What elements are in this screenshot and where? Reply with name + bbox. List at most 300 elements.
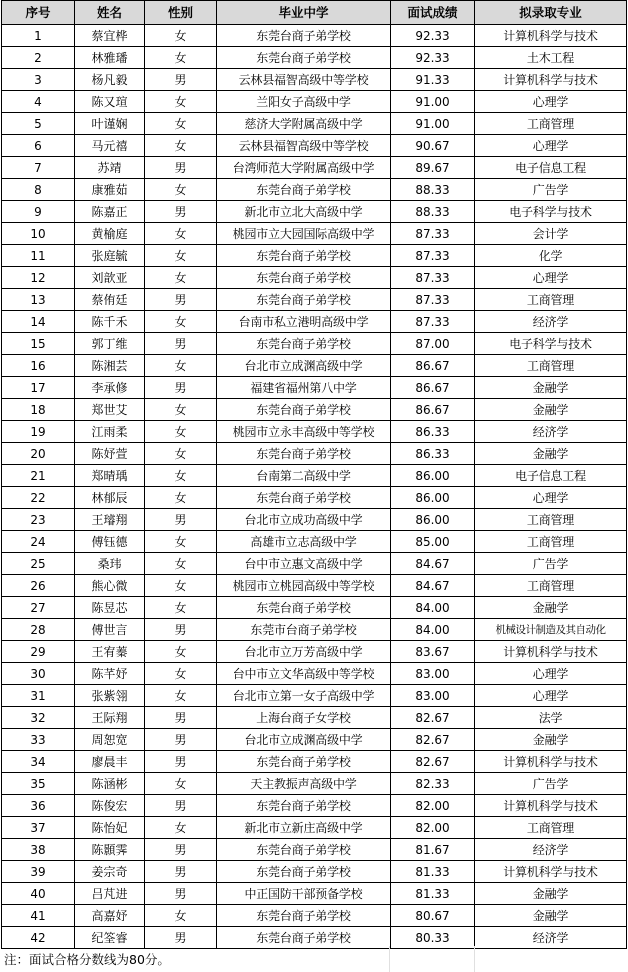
cell-name: 蔡宜桦 xyxy=(75,25,145,47)
table-row xyxy=(2,47,627,69)
cell-index: 35 xyxy=(2,773,75,795)
cell-name: 马元禧 xyxy=(75,135,145,157)
cell-name: 吕芃进 xyxy=(75,883,145,905)
cell-gender: 女 xyxy=(145,465,217,487)
cell-score: 86.67 xyxy=(391,355,475,377)
cell-gender: 男 xyxy=(145,795,217,817)
table-row xyxy=(2,355,627,377)
cell-school: 东莞台商子弟学校 xyxy=(217,751,391,773)
cell-school: 台北市立成渊高级中学 xyxy=(217,355,391,377)
cell-index: 6 xyxy=(2,135,75,157)
table-row xyxy=(2,465,627,487)
cell-name: 王璿翔 xyxy=(75,509,145,531)
cell-major: 广告学 xyxy=(475,553,627,575)
cell-score: 86.00 xyxy=(391,465,475,487)
cell-score: 83.00 xyxy=(391,663,475,685)
cell-school: 天主教振声高级中学 xyxy=(217,773,391,795)
cell-index: 22 xyxy=(2,487,75,509)
cell-school: 东莞市台商子弟学校 xyxy=(217,619,391,641)
cell-gender: 女 xyxy=(145,773,217,795)
cell-school: 兰阳女子高级中学 xyxy=(217,91,391,113)
cell-score: 89.67 xyxy=(391,157,475,179)
cell-index: 5 xyxy=(2,113,75,135)
cell-index: 24 xyxy=(2,531,75,553)
cell-score: 83.00 xyxy=(391,685,475,707)
cell-gender: 女 xyxy=(145,311,217,333)
cell-school: 中正国防干部预备学校 xyxy=(217,883,391,905)
table-row xyxy=(2,113,627,135)
cell-school: 东莞台商子弟学校 xyxy=(217,399,391,421)
cell-major: 金融学 xyxy=(475,597,627,619)
cell-index: 17 xyxy=(2,377,75,399)
cell-school: 台北市立第一女子高级中学 xyxy=(217,685,391,707)
cell-index: 25 xyxy=(2,553,75,575)
cell-name: 林雅璠 xyxy=(75,47,145,69)
cell-school: 桃园市立桃园高级中等学校 xyxy=(217,575,391,597)
cell-gender: 女 xyxy=(145,487,217,509)
cell-score: 87.00 xyxy=(391,333,475,355)
table-row xyxy=(2,707,627,729)
cell-school: 台北市立万芳高级中学 xyxy=(217,641,391,663)
cell-major: 计算机科学与技术 xyxy=(475,641,627,663)
cell-school: 福建省福州第八中学 xyxy=(217,377,391,399)
table-row xyxy=(2,377,627,399)
cell-name: 陈顥霁 xyxy=(75,839,145,861)
cell-name: 陈昱芯 xyxy=(75,597,145,619)
table-row xyxy=(2,905,627,927)
footer-row xyxy=(0,946,628,972)
cell-index: 20 xyxy=(2,443,75,465)
cell-school: 台南第二高级中学 xyxy=(217,465,391,487)
cell-school: 东莞台商子弟学校 xyxy=(217,795,391,817)
cell-index: 38 xyxy=(2,839,75,861)
table-row xyxy=(2,509,627,531)
cell-gender: 女 xyxy=(145,685,217,707)
table-row xyxy=(2,839,627,861)
cell-score: 82.00 xyxy=(391,795,475,817)
cell-gender: 女 xyxy=(145,113,217,135)
cell-major: 计算机科学与技术 xyxy=(475,861,627,883)
cell-school: 云林县福智高级中等学校 xyxy=(217,135,391,157)
cell-gender: 女 xyxy=(145,47,217,69)
cell-major: 计算机科学与技术 xyxy=(475,69,627,91)
table-row xyxy=(2,795,627,817)
cell-name: 桑玮 xyxy=(75,553,145,575)
cell-major: 电子信息工程 xyxy=(475,465,627,487)
cell-score: 87.33 xyxy=(391,289,475,311)
cell-index: 19 xyxy=(2,421,75,443)
cell-gender: 女 xyxy=(145,553,217,575)
cell-score: 86.00 xyxy=(391,487,475,509)
cell-school: 台北市立成渊高级中学 xyxy=(217,729,391,751)
cell-school: 东莞台商子弟学校 xyxy=(217,333,391,355)
table-row xyxy=(2,817,627,839)
cell-gender: 男 xyxy=(145,509,217,531)
cell-index: 41 xyxy=(2,905,75,927)
cell-school: 新北市立北大高级中学 xyxy=(217,201,391,223)
cell-gender: 男 xyxy=(145,751,217,773)
cell-major: 工商管理 xyxy=(475,509,627,531)
cell-school: 高雄市立志高级中学 xyxy=(217,531,391,553)
cell-name: 苏靖 xyxy=(75,157,145,179)
cell-school: 东莞台商子弟学校 xyxy=(217,179,391,201)
cell-major: 工商管理 xyxy=(475,817,627,839)
cell-school: 桃园市立永丰高级中等学校 xyxy=(217,421,391,443)
cell-school: 东莞台商子弟学校 xyxy=(217,905,391,927)
cell-index: 7 xyxy=(2,157,75,179)
table-row xyxy=(2,729,627,751)
cell-gender: 男 xyxy=(145,927,217,949)
cell-index: 31 xyxy=(2,685,75,707)
cell-school: 东莞台商子弟学校 xyxy=(217,289,391,311)
table-row xyxy=(2,685,627,707)
cell-gender: 女 xyxy=(145,641,217,663)
cell-major: 广告学 xyxy=(475,179,627,201)
cell-index: 15 xyxy=(2,333,75,355)
cell-major: 工商管理 xyxy=(475,113,627,135)
cell-school: 云林县福智高级中等学校 xyxy=(217,69,391,91)
header-index: 序号 xyxy=(2,1,75,25)
cell-gender: 女 xyxy=(145,267,217,289)
cell-major: 计算机科学与技术 xyxy=(475,795,627,817)
cell-school: 新北市立新庄高级中学 xyxy=(217,817,391,839)
cell-score: 82.67 xyxy=(391,751,475,773)
table-row xyxy=(2,135,627,157)
cell-name: 陈怡妃 xyxy=(75,817,145,839)
table-row xyxy=(2,157,627,179)
table-row xyxy=(2,861,627,883)
cell-school: 东莞台商子弟学校 xyxy=(217,47,391,69)
table-row xyxy=(2,267,627,289)
cell-name: 叶谨娴 xyxy=(75,113,145,135)
cell-major: 广告学 xyxy=(475,773,627,795)
cell-major: 计算机科学与技术 xyxy=(475,751,627,773)
cell-major: 计算机科学与技术 xyxy=(475,25,627,47)
cell-gender: 女 xyxy=(145,245,217,267)
cell-gender: 男 xyxy=(145,729,217,751)
cell-name: 刘歆亚 xyxy=(75,267,145,289)
cell-name: 杨凡毅 xyxy=(75,69,145,91)
table-row xyxy=(2,487,627,509)
table-row xyxy=(2,289,627,311)
cell-score: 87.33 xyxy=(391,267,475,289)
cell-name: 熊心微 xyxy=(75,575,145,597)
cell-school: 东莞台商子弟学校 xyxy=(217,597,391,619)
cell-name: 郑世艾 xyxy=(75,399,145,421)
cell-name: 康雅茹 xyxy=(75,179,145,201)
cell-major: 金融学 xyxy=(475,905,627,927)
cell-major: 工商管理 xyxy=(475,355,627,377)
cell-score: 88.33 xyxy=(391,179,475,201)
table-row xyxy=(2,311,627,333)
cell-score: 91.00 xyxy=(391,91,475,113)
cell-score: 86.67 xyxy=(391,399,475,421)
cell-index: 32 xyxy=(2,707,75,729)
cell-index: 39 xyxy=(2,861,75,883)
cell-index: 42 xyxy=(2,927,75,949)
cell-major: 金融学 xyxy=(475,399,627,421)
cell-index: 37 xyxy=(2,817,75,839)
header-name: 姓名 xyxy=(75,1,145,25)
cell-school: 台中市立惠文高级中学 xyxy=(217,553,391,575)
cell-gender: 女 xyxy=(145,817,217,839)
cell-gender: 男 xyxy=(145,707,217,729)
cell-score: 82.67 xyxy=(391,729,475,751)
cell-index: 26 xyxy=(2,575,75,597)
cell-school: 东莞台商子弟学校 xyxy=(217,25,391,47)
cell-score: 84.00 xyxy=(391,619,475,641)
cell-gender: 男 xyxy=(145,861,217,883)
cell-name: 陈湘芸 xyxy=(75,355,145,377)
cell-gender: 女 xyxy=(145,421,217,443)
cell-score: 81.33 xyxy=(391,883,475,905)
cell-gender: 男 xyxy=(145,69,217,91)
table-row xyxy=(2,751,627,773)
table-row xyxy=(2,201,627,223)
cell-name: 陈俊宏 xyxy=(75,795,145,817)
cell-gender: 女 xyxy=(145,91,217,113)
cell-major: 金融学 xyxy=(475,729,627,751)
cell-index: 8 xyxy=(2,179,75,201)
cell-score: 88.33 xyxy=(391,201,475,223)
cell-gender: 女 xyxy=(145,179,217,201)
cell-gender: 女 xyxy=(145,399,217,421)
header-row xyxy=(2,1,627,25)
cell-school: 东莞台商子弟学校 xyxy=(217,861,391,883)
cell-score: 84.67 xyxy=(391,575,475,597)
cell-gender: 男 xyxy=(145,157,217,179)
table-row xyxy=(2,25,627,47)
cell-gender: 女 xyxy=(145,355,217,377)
table-body xyxy=(2,25,627,949)
cell-score: 92.33 xyxy=(391,25,475,47)
cell-name: 陈又瑄 xyxy=(75,91,145,113)
cell-school: 桃园市立大园国际高级中学 xyxy=(217,223,391,245)
cell-major: 化学 xyxy=(475,245,627,267)
cell-name: 纪筌睿 xyxy=(75,927,145,949)
cell-gender: 女 xyxy=(145,443,217,465)
cell-major: 机械设计制造及其自动化 xyxy=(475,619,627,641)
cell-score: 91.00 xyxy=(391,113,475,135)
cell-gender: 男 xyxy=(145,289,217,311)
cell-major: 经济学 xyxy=(475,421,627,443)
cell-score: 83.67 xyxy=(391,641,475,663)
table-row xyxy=(2,575,627,597)
cell-name: 张庭毓 xyxy=(75,245,145,267)
cell-major: 金融学 xyxy=(475,883,627,905)
header-major: 拟录取专业 xyxy=(475,1,627,25)
cell-major: 工商管理 xyxy=(475,289,627,311)
cell-gender: 女 xyxy=(145,575,217,597)
cell-score: 90.67 xyxy=(391,135,475,157)
cell-gender: 男 xyxy=(145,883,217,905)
admission-table xyxy=(1,0,627,949)
table-row xyxy=(2,641,627,663)
cell-index: 4 xyxy=(2,91,75,113)
cell-score: 86.67 xyxy=(391,377,475,399)
table-row xyxy=(2,421,627,443)
cell-school: 台中市立文华高级中等学校 xyxy=(217,663,391,685)
table-row xyxy=(2,531,627,553)
cell-major: 心理学 xyxy=(475,685,627,707)
cell-score: 87.33 xyxy=(391,223,475,245)
cell-major: 电子科学与技术 xyxy=(475,201,627,223)
cell-major: 心理学 xyxy=(475,91,627,113)
cell-name: 陈涵彬 xyxy=(75,773,145,795)
cell-name: 姜宗奇 xyxy=(75,861,145,883)
cell-index: 27 xyxy=(2,597,75,619)
cell-gender: 女 xyxy=(145,135,217,157)
cell-score: 82.67 xyxy=(391,707,475,729)
table-row xyxy=(2,443,627,465)
cell-school: 东莞台商子弟学校 xyxy=(217,245,391,267)
cell-school: 台南市私立港明高级中学 xyxy=(217,311,391,333)
cell-school: 东莞台商子弟学校 xyxy=(217,927,391,949)
cell-index: 14 xyxy=(2,311,75,333)
cell-gender: 女 xyxy=(145,905,217,927)
cell-school: 东莞台商子弟学校 xyxy=(217,487,391,509)
cell-score: 92.33 xyxy=(391,47,475,69)
cell-name: 高嘉妤 xyxy=(75,905,145,927)
cell-major: 土木工程 xyxy=(475,47,627,69)
table-row xyxy=(2,883,627,905)
cell-index: 34 xyxy=(2,751,75,773)
cell-gender: 男 xyxy=(145,619,217,641)
cell-major: 电子信息工程 xyxy=(475,157,627,179)
cell-major: 经济学 xyxy=(475,839,627,861)
cell-name: 郑晴瑀 xyxy=(75,465,145,487)
cell-index: 21 xyxy=(2,465,75,487)
table-row xyxy=(2,245,627,267)
cell-index: 16 xyxy=(2,355,75,377)
cell-score: 87.33 xyxy=(391,311,475,333)
table-row xyxy=(2,663,627,685)
cell-major: 工商管理 xyxy=(475,575,627,597)
cell-name: 陈千禾 xyxy=(75,311,145,333)
cell-score: 81.67 xyxy=(391,839,475,861)
note-text: 注：面试合格分数线为80分。 xyxy=(4,952,170,967)
cell-major: 心理学 xyxy=(475,663,627,685)
cell-major: 法学 xyxy=(475,707,627,729)
cell-gender: 女 xyxy=(145,25,217,47)
grid-line xyxy=(474,946,475,972)
cell-name: 林郁辰 xyxy=(75,487,145,509)
table-row xyxy=(2,773,627,795)
cell-school: 慈济大学附属高级中学 xyxy=(217,113,391,135)
cell-score: 80.67 xyxy=(391,905,475,927)
header-gender: 性别 xyxy=(145,1,217,25)
cell-school: 台湾师范大学附属高级中学 xyxy=(217,157,391,179)
cell-index: 3 xyxy=(2,69,75,91)
cell-score: 86.33 xyxy=(391,443,475,465)
cell-index: 10 xyxy=(2,223,75,245)
cell-score: 91.33 xyxy=(391,69,475,91)
cell-name: 李承修 xyxy=(75,377,145,399)
cell-index: 29 xyxy=(2,641,75,663)
cell-major: 心理学 xyxy=(475,135,627,157)
cell-major: 心理学 xyxy=(475,487,627,509)
cell-index: 36 xyxy=(2,795,75,817)
cell-name: 郭丁维 xyxy=(75,333,145,355)
cell-index: 2 xyxy=(2,47,75,69)
cell-score: 80.33 xyxy=(391,927,475,949)
cell-index: 18 xyxy=(2,399,75,421)
cell-school: 东莞台商子弟学校 xyxy=(217,267,391,289)
cell-index: 11 xyxy=(2,245,75,267)
cell-score: 82.33 xyxy=(391,773,475,795)
cell-score: 84.67 xyxy=(391,553,475,575)
cell-name: 傅钰德 xyxy=(75,531,145,553)
cell-major: 经济学 xyxy=(475,927,627,949)
cell-major: 电子科学与技术 xyxy=(475,333,627,355)
cell-score: 87.33 xyxy=(391,245,475,267)
table-row xyxy=(2,91,627,113)
cell-major: 金融学 xyxy=(475,377,627,399)
table-row xyxy=(2,553,627,575)
cell-score: 82.00 xyxy=(391,817,475,839)
header-school: 毕业中学 xyxy=(217,1,391,25)
cell-name: 陈妤萱 xyxy=(75,443,145,465)
cell-major: 经济学 xyxy=(475,311,627,333)
cell-gender: 男 xyxy=(145,201,217,223)
table-row xyxy=(2,399,627,421)
table-row xyxy=(2,179,627,201)
cell-index: 1 xyxy=(2,25,75,47)
cell-name: 陈嘉正 xyxy=(75,201,145,223)
cell-major: 金融学 xyxy=(475,443,627,465)
cell-score: 86.33 xyxy=(391,421,475,443)
cell-gender: 女 xyxy=(145,663,217,685)
cell-gender: 女 xyxy=(145,597,217,619)
cell-name: 廖晨丰 xyxy=(75,751,145,773)
cell-score: 85.00 xyxy=(391,531,475,553)
cell-gender: 女 xyxy=(145,223,217,245)
cell-gender: 男 xyxy=(145,377,217,399)
cell-name: 周恕宽 xyxy=(75,729,145,751)
cell-index: 30 xyxy=(2,663,75,685)
cell-gender: 女 xyxy=(145,531,217,553)
cell-name: 张紫翎 xyxy=(75,685,145,707)
cell-school: 东莞台商子弟学校 xyxy=(217,443,391,465)
cell-index: 13 xyxy=(2,289,75,311)
cell-name: 蔡侑廷 xyxy=(75,289,145,311)
cell-score: 84.00 xyxy=(391,597,475,619)
cell-school: 上海台商子女学校 xyxy=(217,707,391,729)
cell-index: 33 xyxy=(2,729,75,751)
cell-score: 86.00 xyxy=(391,509,475,531)
table-row xyxy=(2,619,627,641)
header-score: 面试成绩 xyxy=(391,1,475,25)
cell-name: 江雨柔 xyxy=(75,421,145,443)
cell-index: 28 xyxy=(2,619,75,641)
cell-name: 黄榆庭 xyxy=(75,223,145,245)
cell-index: 12 xyxy=(2,267,75,289)
cell-index: 23 xyxy=(2,509,75,531)
table-row xyxy=(2,597,627,619)
cell-name: 傅世言 xyxy=(75,619,145,641)
cell-name: 王际翔 xyxy=(75,707,145,729)
cell-name: 王宥蓁 xyxy=(75,641,145,663)
cell-score: 81.33 xyxy=(391,861,475,883)
cell-gender: 男 xyxy=(145,839,217,861)
cell-major: 工商管理 xyxy=(475,531,627,553)
cell-school: 东莞台商子弟学校 xyxy=(217,839,391,861)
cell-index: 40 xyxy=(2,883,75,905)
cell-major: 心理学 xyxy=(475,267,627,289)
table-row xyxy=(2,333,627,355)
grid-line xyxy=(389,946,390,972)
table-row xyxy=(2,223,627,245)
